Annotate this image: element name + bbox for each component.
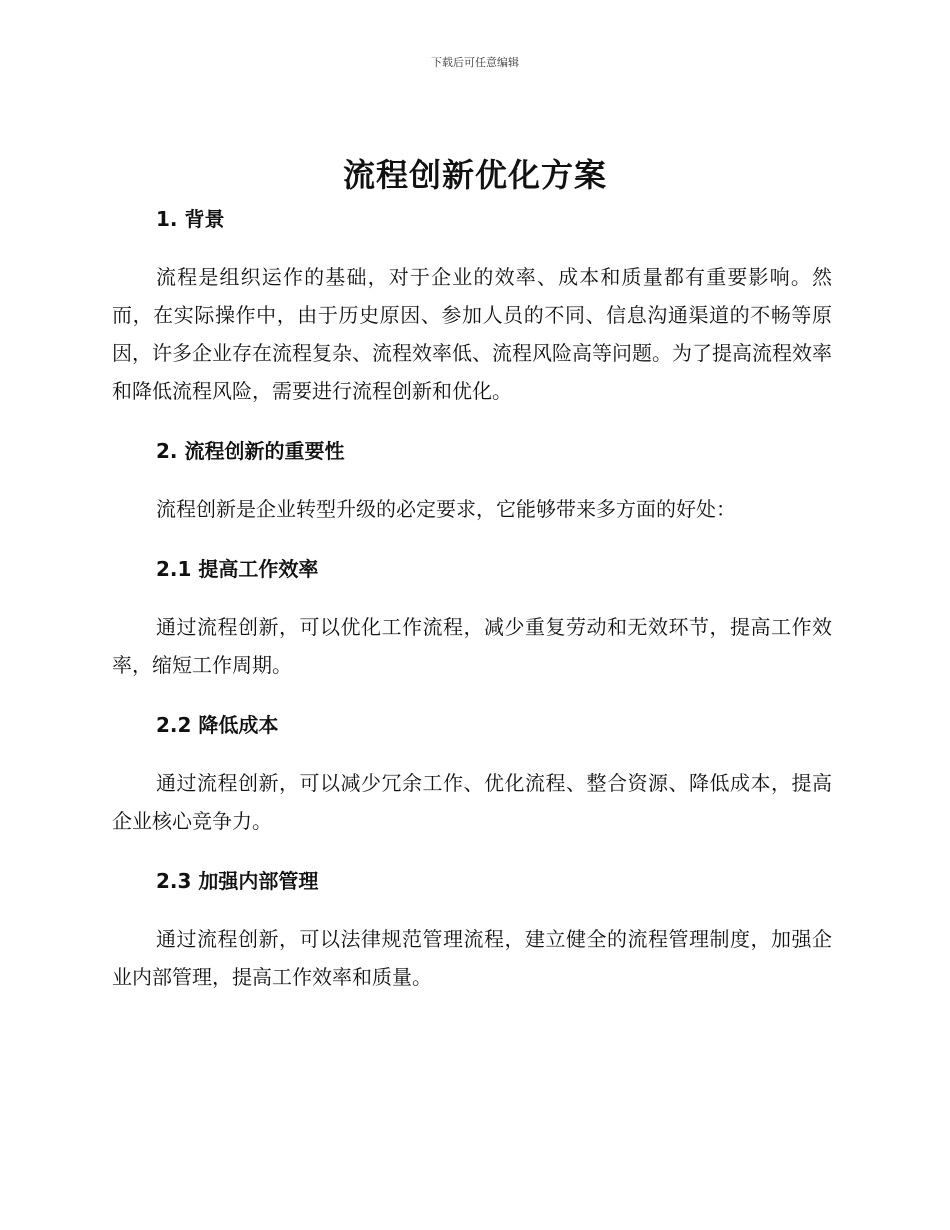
header-note: 下载后可任意编辑: [431, 56, 519, 69]
section-management: [112, 862, 832, 996]
section-paragraph: 通过流程创新，可以优化工作流程，减少重复劳动和无效环节，提高工作效率，缩短工作周期。: [112, 615, 832, 677]
section-paragraph: 通过流程创新，可以法律规范管理流程，建立健全的流程管理制度，加强企业内部管理，提高工作效率和质量。: [112, 927, 832, 989]
section-paragraph: 流程是组织运作的基础，对于企业的效率、成本和质量都有重要影响。然而，在实际操作中，由于历史原因、参加人员的不同、信息沟通渠道的不畅等原因，许多企业存在流程复杂、流程效率低、流程风险高等问题。为了提高流程效率和降低流程风险，需要进行流程创新和优化。: [112, 265, 832, 403]
section-paragraph: 流程创新是企业转型升级的必定要求，它能够带来多方面的好处：: [156, 497, 736, 521]
section-importance: [112, 432, 832, 528]
section-heading: 2. 流程创新的重要性: [156, 439, 345, 463]
section-efficiency: [112, 550, 832, 684]
document-title: 流程创新优化方案: [342, 156, 607, 194]
section-background: [112, 200, 832, 410]
section-cost: [112, 706, 832, 840]
section-heading: 2.1 提高工作效率: [156, 557, 319, 581]
section-heading: 2.2 降低成本: [156, 713, 279, 737]
section-heading: 2.3 加强内部管理: [156, 869, 319, 893]
section-paragraph: 通过流程创新，可以减少冗余工作、优化流程、整合资源、降低成本，提高企业核心竞争力。: [112, 771, 832, 833]
document-body: [112, 200, 832, 996]
section-heading: 1. 背景: [156, 207, 225, 231]
